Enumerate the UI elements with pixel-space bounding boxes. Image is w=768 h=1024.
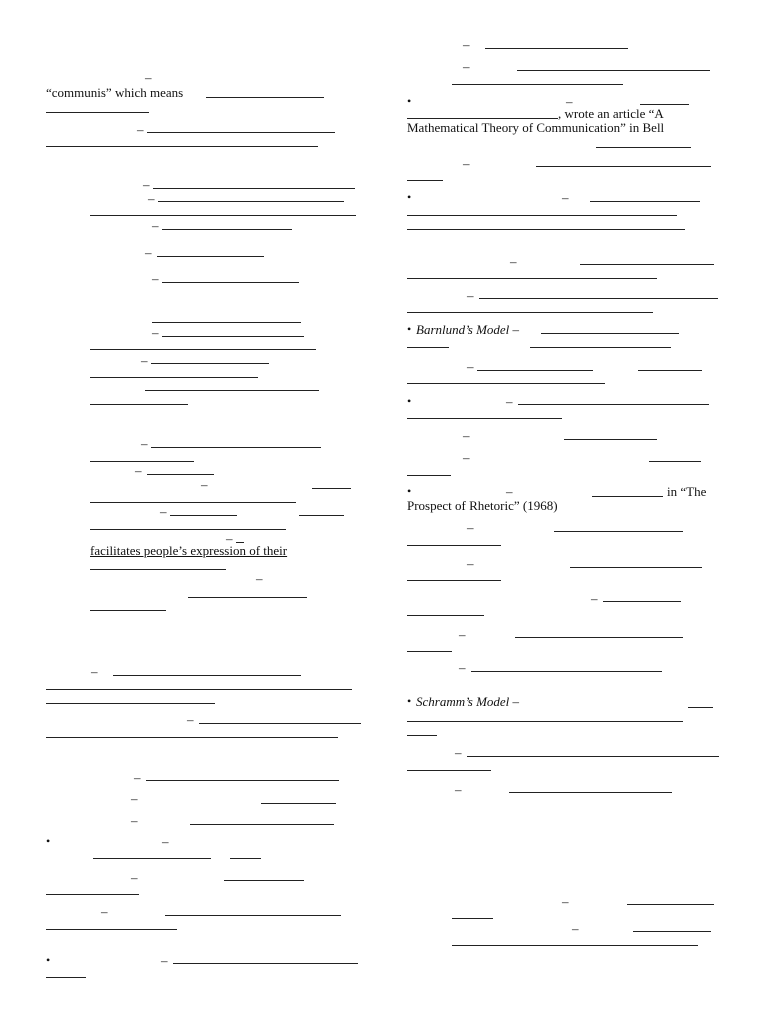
fill-blank[interactable]: [162, 282, 299, 283]
fill-blank[interactable]: [188, 597, 307, 598]
dash-mark: –: [506, 394, 513, 409]
bullet: •: [46, 953, 51, 967]
fill-blank[interactable]: [158, 201, 344, 202]
fill-blank[interactable]: [90, 461, 194, 462]
dash-mark: –: [467, 520, 474, 535]
fill-blank[interactable]: [517, 70, 710, 71]
dash-mark: –: [591, 591, 598, 606]
fill-blank[interactable]: [261, 803, 336, 804]
facilitates-text: facilitates people’s expression of their: [90, 543, 288, 558]
fill-blank[interactable]: [688, 707, 713, 708]
fill-blank[interactable]: [90, 215, 356, 216]
fill-blank[interactable]: [554, 531, 683, 532]
fill-blank[interactable]: [633, 931, 711, 932]
dash-mark: –: [143, 177, 150, 192]
fill-blank[interactable]: [46, 689, 352, 690]
dash-mark: –: [566, 94, 573, 109]
fill-blank[interactable]: [518, 404, 709, 405]
dash-mark: –: [161, 953, 168, 968]
fill-blank[interactable]: [46, 146, 318, 147]
fill-blank[interactable]: [173, 963, 358, 964]
fill-blank[interactable]: [90, 349, 316, 350]
dash-mark: –: [141, 436, 148, 451]
fill-blank[interactable]: [407, 215, 677, 216]
dash-mark: –: [510, 254, 517, 269]
dash-mark: –: [91, 664, 98, 679]
fill-blank[interactable]: [90, 569, 226, 570]
fill-blank[interactable]: [536, 166, 711, 167]
fill-blank[interactable]: [509, 792, 672, 793]
fill-blank[interactable]: [471, 671, 662, 672]
fill-blank[interactable]: [515, 637, 683, 638]
dash-mark: –: [463, 450, 470, 465]
bullet: •: [46, 834, 51, 848]
fill-blank[interactable]: [530, 347, 671, 348]
dash-mark: –: [152, 325, 159, 340]
fill-blank[interactable]: [152, 322, 301, 323]
bullet: •: [407, 190, 412, 204]
communis-text: “communis” which means: [46, 85, 184, 100]
fill-blank[interactable]: [90, 404, 188, 405]
bullet: •: [407, 394, 412, 408]
fill-blank[interactable]: [206, 97, 324, 98]
bullet: •: [407, 484, 412, 498]
fill-blank[interactable]: [590, 201, 700, 202]
fill-blank[interactable]: [46, 703, 215, 704]
fill-blank[interactable]: [165, 915, 341, 916]
fill-blank[interactable]: [580, 264, 714, 265]
fill-blank[interactable]: [151, 447, 321, 448]
shannon-text-2: Mathematical Theory of Communication” in Bell: [407, 120, 665, 135]
fill-blank[interactable]: [147, 474, 214, 475]
fill-blank[interactable]: [541, 333, 679, 334]
fill-blank[interactable]: [407, 180, 443, 181]
dash-mark: –: [572, 921, 579, 936]
fill-blank[interactable]: [570, 567, 702, 568]
dash-mark: –: [201, 477, 208, 492]
fill-blank[interactable]: [199, 723, 361, 724]
dash-mark: –: [152, 218, 159, 233]
dash-mark: –: [562, 190, 569, 205]
fill-blank[interactable]: [147, 132, 335, 133]
fill-blank[interactable]: [627, 904, 714, 905]
fill-blank[interactable]: [407, 383, 605, 384]
dash-mark: –: [187, 712, 194, 727]
dash-mark: –: [152, 271, 159, 286]
fill-blank[interactable]: [90, 502, 296, 503]
dash-mark: –: [562, 894, 569, 909]
dash-mark: –: [226, 531, 233, 546]
fill-blank[interactable]: [46, 737, 338, 738]
fill-blank[interactable]: [90, 377, 258, 378]
dash-mark: –: [145, 245, 152, 260]
fill-blank[interactable]: [153, 188, 355, 189]
fill-blank[interactable]: [649, 461, 701, 462]
fill-blank[interactable]: [407, 721, 683, 722]
dash-mark: –: [134, 770, 141, 785]
fill-blank[interactable]: [407, 475, 451, 476]
bullet: •: [407, 694, 412, 708]
fill-blank[interactable]: [407, 418, 562, 419]
fill-blank[interactable]: [151, 363, 269, 364]
fill-blank[interactable]: [407, 651, 452, 652]
bullet: •: [407, 322, 412, 336]
fill-blank[interactable]: [93, 858, 211, 859]
fill-blank[interactable]: [224, 880, 304, 881]
dash-mark: –: [459, 660, 466, 675]
bullet: •: [407, 94, 412, 108]
fill-blank[interactable]: [407, 770, 491, 771]
fill-blank[interactable]: [407, 347, 449, 348]
dash-mark: –: [467, 556, 474, 571]
fill-blank[interactable]: [407, 229, 685, 230]
fill-blank[interactable]: [485, 48, 628, 49]
dash-mark: –: [160, 504, 167, 519]
dash-mark: –: [148, 191, 155, 206]
fill-blank[interactable]: [190, 824, 334, 825]
fill-blank[interactable]: [146, 780, 339, 781]
dash-mark: –: [467, 359, 474, 374]
dash-mark: –: [463, 156, 470, 171]
dash-mark: –: [467, 288, 474, 303]
dash-mark: –: [141, 353, 148, 368]
rhetoric-text: in “The: [667, 484, 707, 499]
fill-blank[interactable]: [46, 894, 139, 895]
fill-blank[interactable]: [90, 529, 286, 530]
fill-blank[interactable]: [592, 496, 663, 497]
fill-blank[interactable]: [162, 336, 304, 337]
dash-mark: –: [463, 59, 470, 74]
dash-mark: –: [463, 428, 470, 443]
fill-blank[interactable]: [157, 256, 264, 257]
dash-mark: –: [145, 70, 152, 85]
dash-mark: –: [455, 782, 462, 797]
fill-blank[interactable]: [407, 278, 657, 279]
dash-mark: –: [135, 463, 142, 478]
fill-blank[interactable]: [477, 370, 593, 371]
fill-blank[interactable]: [299, 515, 344, 516]
fill-blank[interactable]: [638, 370, 702, 371]
fill-blank[interactable]: [162, 229, 292, 230]
fill-blank[interactable]: [407, 545, 501, 546]
fill-blank[interactable]: [640, 104, 689, 105]
dash-mark: –: [131, 791, 138, 806]
fill-blank[interactable]: [407, 118, 558, 119]
fill-blank[interactable]: [46, 929, 177, 930]
fill-blank[interactable]: [46, 977, 86, 978]
dash-mark: –: [137, 122, 144, 137]
fill-blank[interactable]: [452, 84, 623, 85]
fill-blank[interactable]: [467, 756, 719, 757]
fill-blank[interactable]: [170, 515, 237, 516]
fill-blank[interactable]: [113, 675, 301, 676]
dash-mark: –: [459, 627, 466, 642]
shannon-text: , wrote an article “A: [558, 106, 664, 121]
barnlund-model-label: Barnlund’s Model –: [416, 322, 520, 337]
dash-mark: –: [256, 571, 263, 586]
dash-mark: –: [131, 813, 138, 828]
dash-mark: –: [506, 484, 513, 499]
fill-blank[interactable]: [596, 147, 691, 148]
fill-blank[interactable]: [479, 298, 718, 299]
fill-blank[interactable]: [90, 610, 166, 611]
dash-mark: –: [455, 745, 462, 760]
fill-blank[interactable]: [312, 488, 351, 489]
dash-mark: –: [162, 834, 169, 849]
dash-mark: –: [131, 870, 138, 885]
fill-blank[interactable]: [603, 601, 681, 602]
fill-blank[interactable]: [564, 439, 657, 440]
rhetoric-text-2: Prospect of Rhetoric” (1968): [407, 498, 558, 513]
fill-blank[interactable]: [407, 615, 484, 616]
dash-mark: –: [463, 37, 470, 52]
dash-mark: –: [101, 904, 108, 919]
fill-blank[interactable]: [407, 735, 437, 736]
fill-blank[interactable]: [452, 945, 698, 946]
fill-blank[interactable]: [407, 312, 653, 313]
fill-blank[interactable]: [452, 918, 493, 919]
fill-blank[interactable]: [145, 390, 319, 391]
fill-blank[interactable]: [46, 112, 149, 113]
fill-blank[interactable]: [407, 580, 501, 581]
fill-blank[interactable]: [230, 858, 261, 859]
schramm-model-label: Schramm’s Model –: [416, 694, 520, 709]
